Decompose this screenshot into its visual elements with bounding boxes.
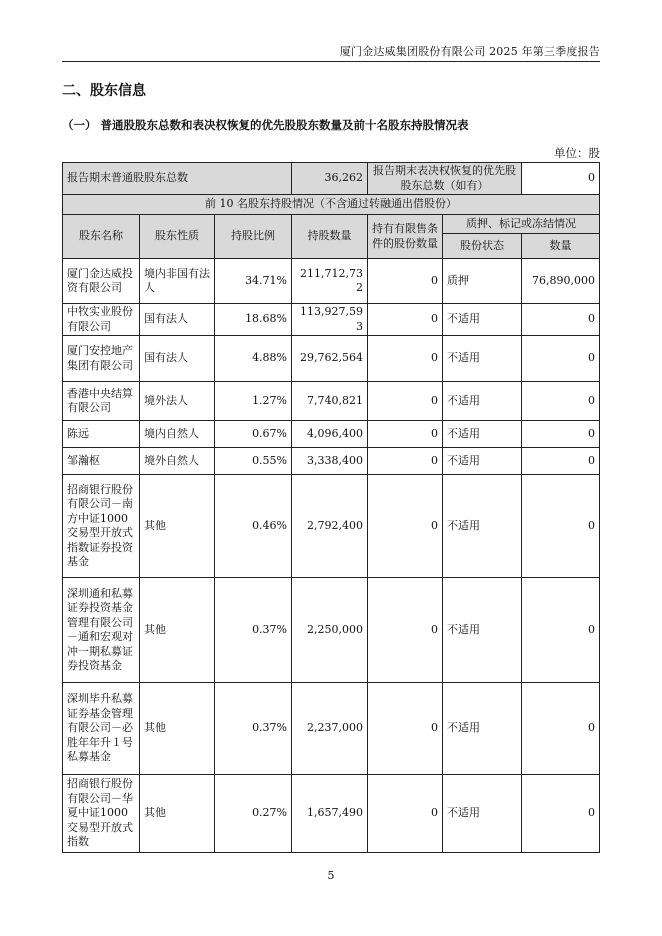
holding-ratio: 0.37% <box>215 578 292 683</box>
shareholder-nature: 其他 <box>140 775 215 853</box>
shareholder-name: 招商银行股份有限公司－华夏中证1000交易型开放式指数 <box>63 775 140 853</box>
shareholder-name: 中牧实业股份有限公司 <box>63 304 140 336</box>
restricted-qty: 0 <box>368 475 443 578</box>
table-row <box>63 421 600 448</box>
shareholder-nature: 境内非国有法人 <box>140 259 215 304</box>
shareholder-nature: 境外法人 <box>140 382 215 421</box>
unit-label: 单位：股 <box>554 146 600 160</box>
table-row <box>63 683 600 775</box>
holding-qty: 7,740,821 <box>292 382 368 421</box>
holding-ratio: 34.71% <box>215 259 292 304</box>
holding-qty: 2,792,400 <box>292 475 368 578</box>
total-holders-label: 报告期末普通股股东总数 <box>63 163 292 195</box>
column-header-row <box>63 215 600 234</box>
pledged-qty: 76,890,000 <box>522 259 600 304</box>
pref-holders-value: 0 <box>522 163 600 195</box>
pledged-qty: 0 <box>522 448 600 475</box>
shareholder-name: 邹瀚枢 <box>63 448 140 475</box>
holding-qty: 211,712,732 <box>292 259 368 304</box>
col-header-pledge-group: 质押、标记或冻结情况 <box>443 215 600 234</box>
col-header-restricted: 持有有限售条件的股份数量 <box>368 215 443 259</box>
holding-ratio: 4.88% <box>215 336 292 382</box>
pledged-qty: 0 <box>522 421 600 448</box>
holding-qty: 29,762,564 <box>292 336 368 382</box>
shareholder-nature: 其他 <box>140 475 215 578</box>
pledged-qty: 0 <box>522 775 600 853</box>
shareholder-name: 厦门金达威投资有限公司 <box>63 259 140 304</box>
restricted-qty: 0 <box>368 259 443 304</box>
shareholder-name: 深圳通和私募证券投资基金管理有限公司－通和宏观对冲一期私募证券投资基金 <box>63 578 140 683</box>
table-row <box>63 259 600 304</box>
pledge-status: 不适用 <box>443 683 522 775</box>
col-header-name: 股东名称 <box>63 215 140 259</box>
pledged-qty: 0 <box>522 578 600 683</box>
pledge-status: 质押 <box>443 259 522 304</box>
top10-caption-row <box>63 195 600 215</box>
header-rule <box>62 61 600 62</box>
shareholder-nature: 其他 <box>140 683 215 775</box>
table-row <box>63 448 600 475</box>
restricted-qty: 0 <box>368 382 443 421</box>
table-row <box>63 382 600 421</box>
shareholder-name: 香港中央结算有限公司 <box>63 382 140 421</box>
pledged-qty: 0 <box>522 475 600 578</box>
table-row <box>63 304 600 336</box>
shareholder-name: 厦门安控地产集团有限公司 <box>63 336 140 382</box>
pledge-status: 不适用 <box>443 475 522 578</box>
col-header-pledge-qty: 数量 <box>522 234 600 259</box>
holding-ratio: 0.27% <box>215 775 292 853</box>
pledge-status: 不适用 <box>443 775 522 853</box>
top10-caption: 前 10 名股东持股情况（不含通过转融通出借股份） <box>63 195 600 215</box>
holding-qty: 1,657,490 <box>292 775 368 853</box>
holding-ratio: 0.67% <box>215 421 292 448</box>
pledge-status: 不适用 <box>443 448 522 475</box>
shareholder-nature: 境内自然人 <box>140 421 215 448</box>
pledge-status: 不适用 <box>443 382 522 421</box>
shareholder-name: 招商银行股份有限公司－南方中证1000交易型开放式指数证券投资基金 <box>63 475 140 578</box>
pledged-qty: 0 <box>522 304 600 336</box>
running-header: 厦门金达威集团股份有限公司 2025 年第三季度报告 <box>339 45 600 58</box>
col-header-ratio: 持股比例 <box>215 215 292 259</box>
shareholder-nature: 其他 <box>140 578 215 683</box>
pref-holders-label: 报告期末表决权恢复的优先股股东总数（如有） <box>368 163 522 195</box>
restricted-qty: 0 <box>368 421 443 448</box>
holding-qty: 4,096,400 <box>292 421 368 448</box>
table-row <box>63 775 600 853</box>
pledge-status: 不适用 <box>443 421 522 448</box>
table-row <box>63 578 600 683</box>
restricted-qty: 0 <box>368 336 443 382</box>
page-number: 5 <box>327 869 335 882</box>
pledged-qty: 0 <box>522 382 600 421</box>
pledge-status: 不适用 <box>443 304 522 336</box>
shareholder-name: 陈远 <box>63 421 140 448</box>
holding-ratio: 0.46% <box>215 475 292 578</box>
restricted-qty: 0 <box>368 683 443 775</box>
holding-ratio: 18.68% <box>215 304 292 336</box>
restricted-qty: 0 <box>368 448 443 475</box>
section-title: 二、股东信息 <box>62 83 146 99</box>
total-holders-value: 36,262 <box>292 163 368 195</box>
restricted-qty: 0 <box>368 304 443 336</box>
pledged-qty: 0 <box>522 336 600 382</box>
restricted-qty: 0 <box>368 578 443 683</box>
table-row <box>63 336 600 382</box>
holding-qty: 3,338,400 <box>292 448 368 475</box>
summary-row <box>63 163 600 195</box>
shareholder-name: 深圳毕升私募证券基金管理有限公司－必胜年年升１号私募基金 <box>63 683 140 775</box>
shareholder-nature: 境外自然人 <box>140 448 215 475</box>
pledge-status: 不适用 <box>443 578 522 683</box>
shareholder-nature: 国有法人 <box>140 304 215 336</box>
pledged-qty: 0 <box>522 683 600 775</box>
restricted-qty: 0 <box>368 775 443 853</box>
holding-ratio: 1.27% <box>215 382 292 421</box>
holding-qty: 2,237,000 <box>292 683 368 775</box>
holding-qty: 2,250,000 <box>292 578 368 683</box>
col-header-qty: 持股数量 <box>292 215 368 259</box>
table-row <box>63 475 600 578</box>
sub-title: （一） 普通股股东总数和表决权恢复的优先股股东数量及前十名股东持股情况表 <box>62 118 469 132</box>
col-header-pledge-status: 股份状态 <box>443 234 522 259</box>
holding-ratio: 0.55% <box>215 448 292 475</box>
col-header-nature: 股东性质 <box>140 215 215 259</box>
holding-ratio: 0.37% <box>215 683 292 775</box>
pledge-status: 不适用 <box>443 336 522 382</box>
shareholder-nature: 国有法人 <box>140 336 215 382</box>
shareholder-table <box>62 162 600 853</box>
holding-qty: 113,927,593 <box>292 304 368 336</box>
